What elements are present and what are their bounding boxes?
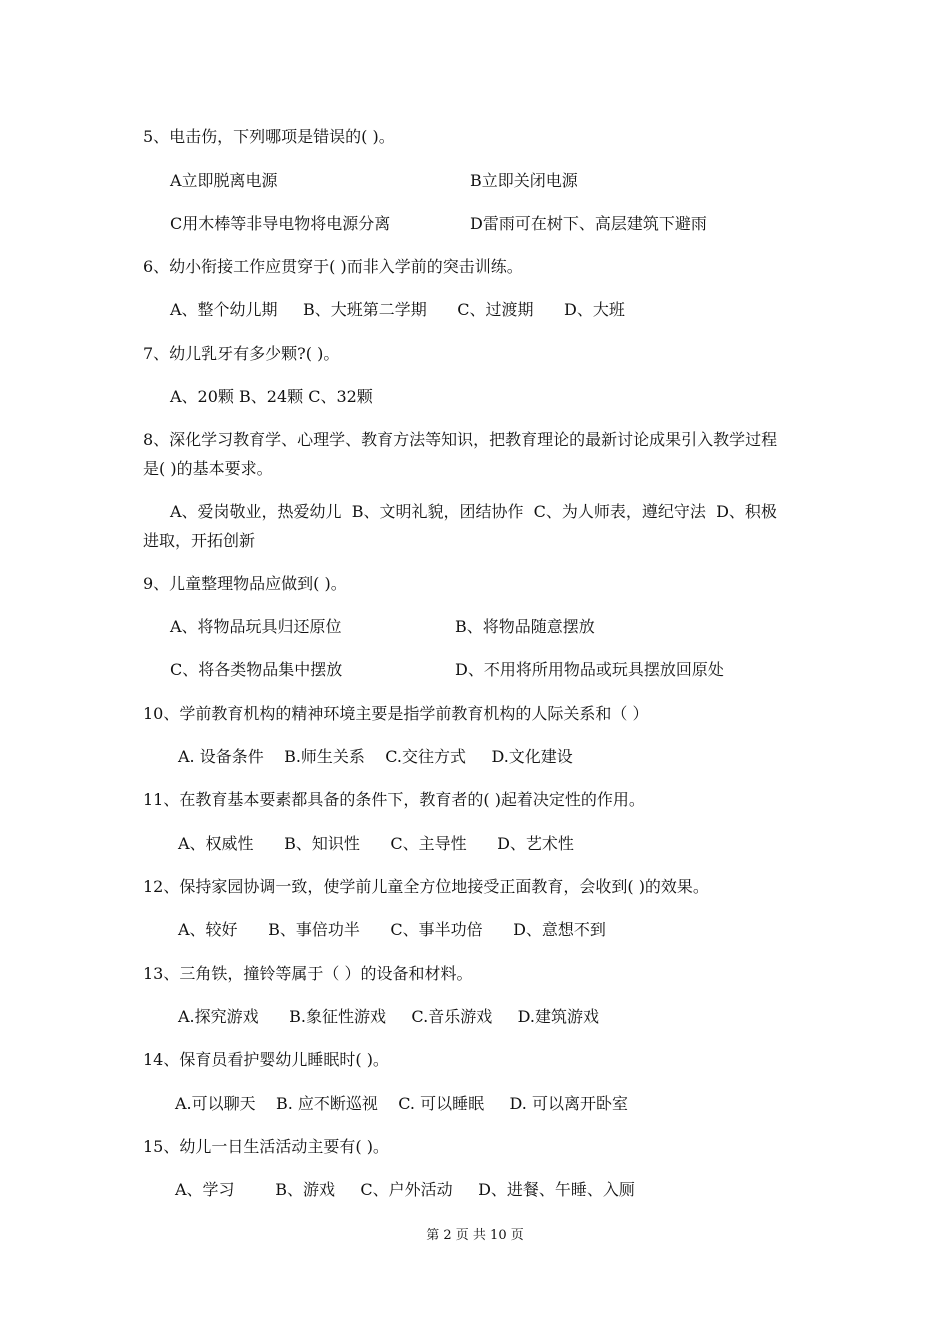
question-stem: 10、学前教育机构的精神环境主要是指学前教育机构的人际关系和（ ）: [143, 704, 649, 723]
options-line: A、20颗 B、24颗 C、32颗: [170, 387, 373, 406]
options-line-1: A、爱岗敬业，热爱幼儿 B、文明礼貌，团结协作 C、为人师表，遵纪守法 D、积极: [170, 502, 777, 521]
question-stem-line-1: 8、深化学习教育学、心理学、教育方法等知识，把教育理论的最新讨论成果引入教学过程: [143, 430, 778, 449]
question-stem: 5、电击伤，下列哪项是错误的( )。: [143, 127, 395, 146]
option-d: D雷雨可在树下、高层建筑下避雨: [470, 214, 707, 233]
options-line-2: 进取，开拓创新: [143, 531, 256, 550]
question-stem: 12、保持家园协调一致，使学前儿童全方位地接受正面教育，会收到( )的效果。: [143, 877, 709, 896]
options-line: A、权威性 B、知识性 C、主导性 D、艺术性: [178, 834, 574, 853]
page-number-footer: 第 2 页 共 10 页: [426, 1228, 524, 1243]
option-d: D、不用将所用物品或玩具摆放回原处: [455, 660, 724, 679]
options-line: A.探究游戏 B.象征性游戏 C.音乐游戏 D.建筑游戏: [178, 1007, 599, 1026]
options-line: A. 设备条件 B.师生关系 C.交往方式 D.文化建设: [178, 747, 573, 766]
question-stem: 13、三角铁，撞铃等属于（ ）的设备和材料。: [143, 964, 473, 983]
question-stem: 11、在教育基本要素都具备的条件下，教育者的( )起着决定性的作用。: [143, 790, 645, 809]
option-c: C用木棒等非导电物将电源分离: [170, 214, 391, 233]
options-line: A.可以聊天 B. 应不断巡视 C. 可以睡眠 D. 可以离开卧室: [175, 1094, 628, 1113]
question-stem: 15、幼儿一日生活活动主要有( )。: [143, 1137, 389, 1156]
option-b: B、将物品随意摆放: [455, 617, 595, 636]
options-line: A、学习 B、游戏 C、户外活动 D、进餐、午睡、入厕: [175, 1180, 635, 1199]
question-stem: 14、保育员看护婴幼儿睡眠时( )。: [143, 1050, 389, 1069]
option-b: B立即关闭电源: [470, 171, 578, 190]
options-line: A、整个幼儿期 B、大班第二学期 C、过渡期 D、大班: [170, 300, 625, 319]
options-line: A、较好 B、事倍功半 C、事半功倍 D、意想不到: [178, 920, 606, 939]
option-a: A立即脱离电源: [170, 171, 278, 190]
question-stem: 9、儿童整理物品应做到( )。: [143, 574, 347, 593]
option-a: A、将物品玩具归还原位: [170, 617, 342, 636]
question-stem-line-2: 是( )的基本要求。: [143, 459, 273, 478]
option-c: C、将各类物品集中摆放: [170, 660, 343, 679]
question-stem: 6、幼小衔接工作应贯穿于( )而非入学前的突击训练。: [143, 257, 523, 276]
question-stem: 7、幼儿乳牙有多少颗?( )。: [143, 344, 340, 363]
